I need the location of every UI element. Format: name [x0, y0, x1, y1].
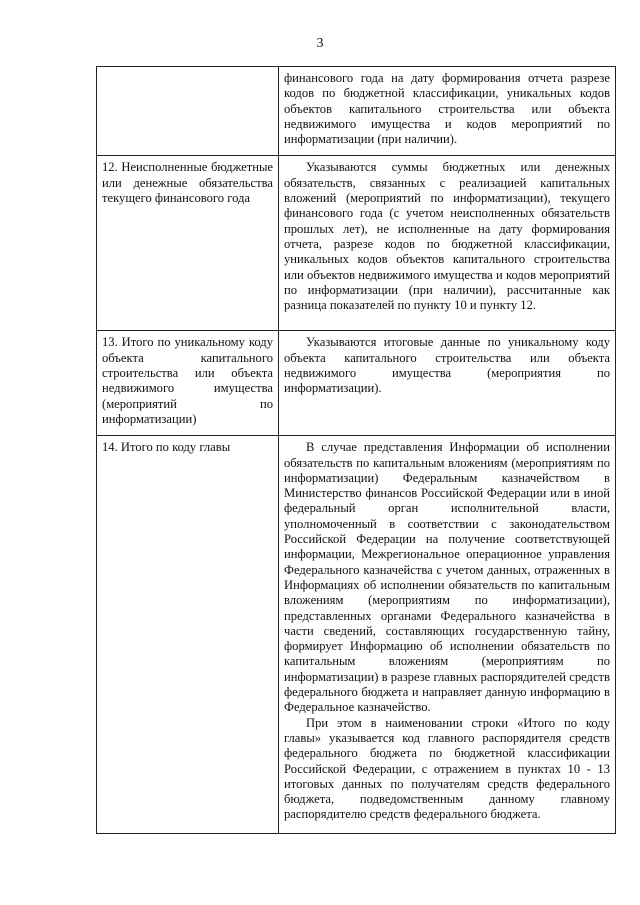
- table-row: [97, 436, 616, 834]
- row-label-cell: [97, 67, 279, 156]
- description-paragraph: В случае представления Информации об исполнении обязательств по капитальным вложениям (мероприятиям по информатизации) Федеральным казначейством в Министерство финансов Российской Федерации или в иной федеральный орган исполнительной власти, уполномоченный в соответствии с законодательством Российской Федерации на получение соответствующей информации, Межрегиональное операционное управления Федерального казначейства с учетом данных, отраженных в Информациях об исполнении обязательств по капитальным вложениям (мероприятиям по информатизации), представленных органами Федерального казначейства в части сведений, составляющих государственную тайну, формирует Информацию об исполнении обязательств по капитальным вложениям (мероприятиям по информатизации) в разрезе главных распорядителей средств федерального бюджета и направляет данную информацию в Федеральное казначейство.: [284, 440, 610, 715]
- description-paragraph: Указываются итоговые данные по уникальному коду объекта капитального строительства или объекта недвижимого имущества (мероприятия по информатизации).: [284, 335, 610, 396]
- table-row: [97, 67, 616, 156]
- row-label-cell: 13. Итого по уникальному коду объекта капитального строительства или объекта недвижимого имущества (мероприятий по информатизации): [97, 331, 279, 436]
- table-row: [97, 156, 616, 331]
- row-label-cell: 12. Неисполненные бюджетные или денежные обязательства текущего финансового года: [97, 156, 279, 331]
- document-table: [96, 66, 616, 834]
- description-paragraph: Указываются суммы бюджетных или денежных обязательств, связанных с реализацией капитальных вложений (мероприятий по информатизации), текущего финансового года (с учетом неисполненных обязательств прошлых лет), не исполненные на дату формирования отчета, разрезе кодов по бюджетной классификации, уникальных кодов объектов капитального строительства или объектов недвижимого имущества и кодов мероприятий по информатизации (при наличии), рассчитанные как разница показателей по пункту 10 и пункту 12.: [284, 160, 610, 313]
- page-number: 3: [316, 36, 324, 51]
- row-description-cell: [279, 436, 616, 834]
- table-row: [97, 331, 616, 436]
- row-description-cell: [279, 331, 616, 436]
- row-label-cell: 14. Итого по коду главы: [97, 436, 279, 834]
- description-paragraph: финансового года на дату формирования отчета разрезе кодов по бюджетной классификации, уникальных кодов объектов капитального строительства или объекта недвижимого имущества и кодов мероприятий по информатизации (при наличии).: [284, 71, 610, 147]
- description-paragraph: При этом в наименовании строки «Итого по коду главы» указывается код главного распорядителя средств федерального бюджета по бюджетной классификации Российской Федерации, с отражением в пунктах 10 - 13 итоговых данных по получателям средств федерального бюджета, подведомственным данному главному распорядителю средств федерального бюджета.: [284, 715, 610, 822]
- row-description-cell: [279, 156, 616, 331]
- row-description-cell: [279, 67, 616, 156]
